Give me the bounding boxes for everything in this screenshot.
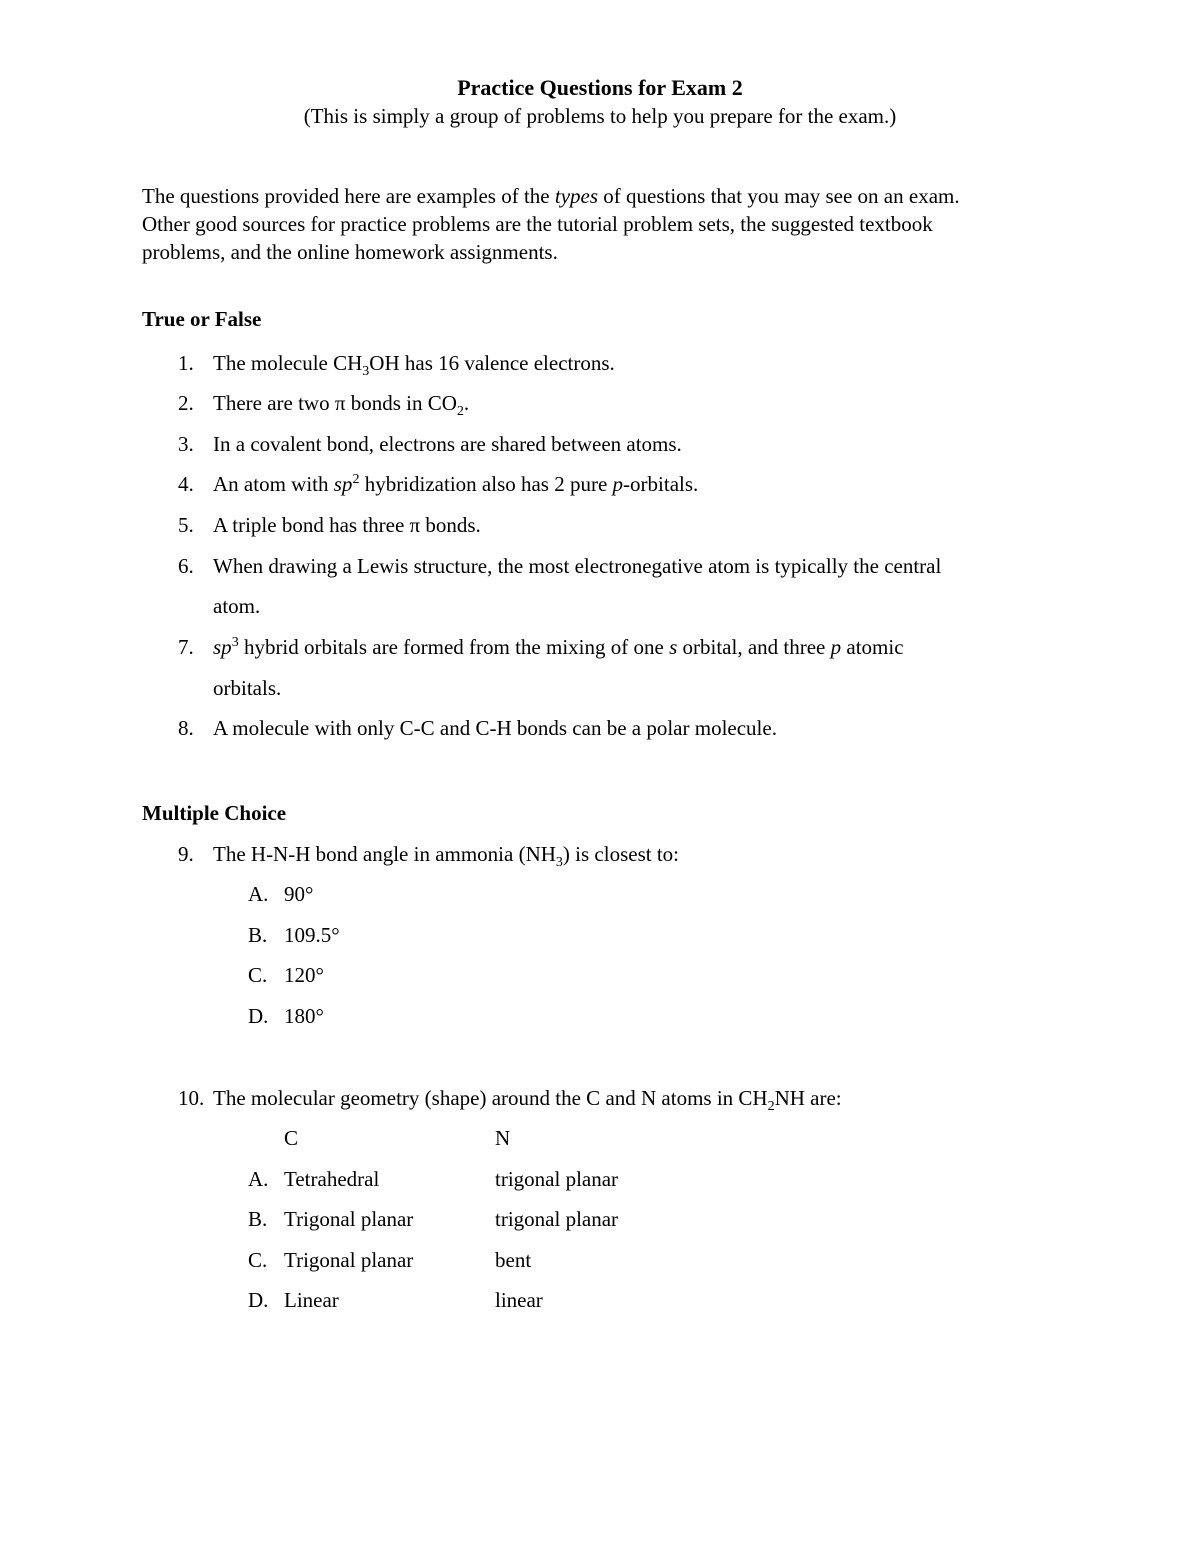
- option-letter: B.: [248, 1207, 268, 1231]
- question-number: 3.: [178, 432, 194, 456]
- question-text: When drawing a Lewis structure, the most electronegative atom is typically the central: [213, 554, 942, 578]
- option-text: 180°: [284, 1004, 324, 1028]
- option-n-geometry: linear: [495, 1288, 543, 1312]
- intro-line-2: Other good sources for practice problems are the tutorial problem sets, the suggested textbook: [142, 212, 933, 236]
- question-number: 7.: [178, 635, 194, 659]
- question-text: In a covalent bond, electrons are shared between atoms.: [213, 432, 682, 456]
- question-number: 5.: [178, 513, 194, 537]
- option-text: 120°: [284, 963, 324, 987]
- intro-paragraph: [142, 182, 960, 266]
- question-text: A molecule with only C-C and C-H bonds can be a polar molecule.: [213, 716, 777, 740]
- question-text: $sp^3$ hybrid orbitals are formed from the mixing of one s orbital, and three p atomic: [213, 635, 904, 659]
- page-title: Practice Questions for Exam 2: [457, 75, 743, 100]
- multiple-choice-heading: Multiple Choice: [142, 801, 287, 825]
- question-number: 2.: [178, 391, 194, 415]
- column-header-n: N: [495, 1126, 511, 1150]
- option-letter: D.: [248, 1288, 269, 1312]
- intro-line-1: The questions provided here are examples of the types of questions that you may see on an exam.: [142, 184, 960, 208]
- option-c-geometry: Trigonal planar: [284, 1207, 414, 1231]
- option-n-geometry: trigonal planar: [495, 1207, 619, 1231]
- option-letter: C.: [248, 1248, 268, 1272]
- question-number: 1.: [178, 351, 194, 375]
- option-letter: C.: [248, 963, 268, 987]
- question-text: A triple bond has three π bonds.: [213, 513, 481, 537]
- option-n-geometry: trigonal planar: [495, 1167, 619, 1191]
- option-letter: A.: [248, 882, 269, 906]
- question-number: 6.: [178, 554, 194, 578]
- option-letter: A.: [248, 1167, 269, 1191]
- question-number: 4.: [178, 472, 194, 496]
- column-header-c: C: [284, 1126, 299, 1150]
- option-n-geometry: bent: [495, 1248, 532, 1272]
- option-c-geometry: Trigonal planar: [284, 1248, 414, 1272]
- question-text: The H-N-H bond angle in ammonia $(NH_3)$ is closest to:: [213, 842, 679, 871]
- option-text: 90°: [284, 882, 314, 906]
- question-text: The molecular geometry (shape) around the C and N atoms in $CH_2NH$ are:: [213, 1086, 842, 1115]
- question-number: 9.: [178, 842, 194, 866]
- question-number: 10.: [178, 1086, 205, 1110]
- option-letter: D.: [248, 1004, 269, 1028]
- intro-line-3: problems, and the online homework assignments.: [142, 240, 558, 264]
- option-c-geometry: Linear: [284, 1288, 339, 1312]
- question-text: An atom with $sp^2$ hybridization also has 2 pure p-orbitals.: [213, 472, 699, 496]
- option-text: 109.5°: [284, 923, 340, 947]
- option-c-geometry: Tetrahedral: [284, 1167, 380, 1191]
- page-subtitle: (This is simply a group of problems to help you prepare for the exam.): [303, 104, 897, 128]
- question-text: There are two π bonds in $CO_2$.: [213, 391, 470, 420]
- question-text: The molecule $CH_3OH$ has 16 valence electrons.: [213, 351, 615, 380]
- question-text-continued: atom.: [213, 594, 261, 618]
- option-letter: B.: [248, 923, 268, 947]
- question-number: 8.: [178, 716, 194, 740]
- question-text-continued: orbitals.: [213, 676, 282, 700]
- true-false-heading: True or False: [142, 307, 262, 331]
